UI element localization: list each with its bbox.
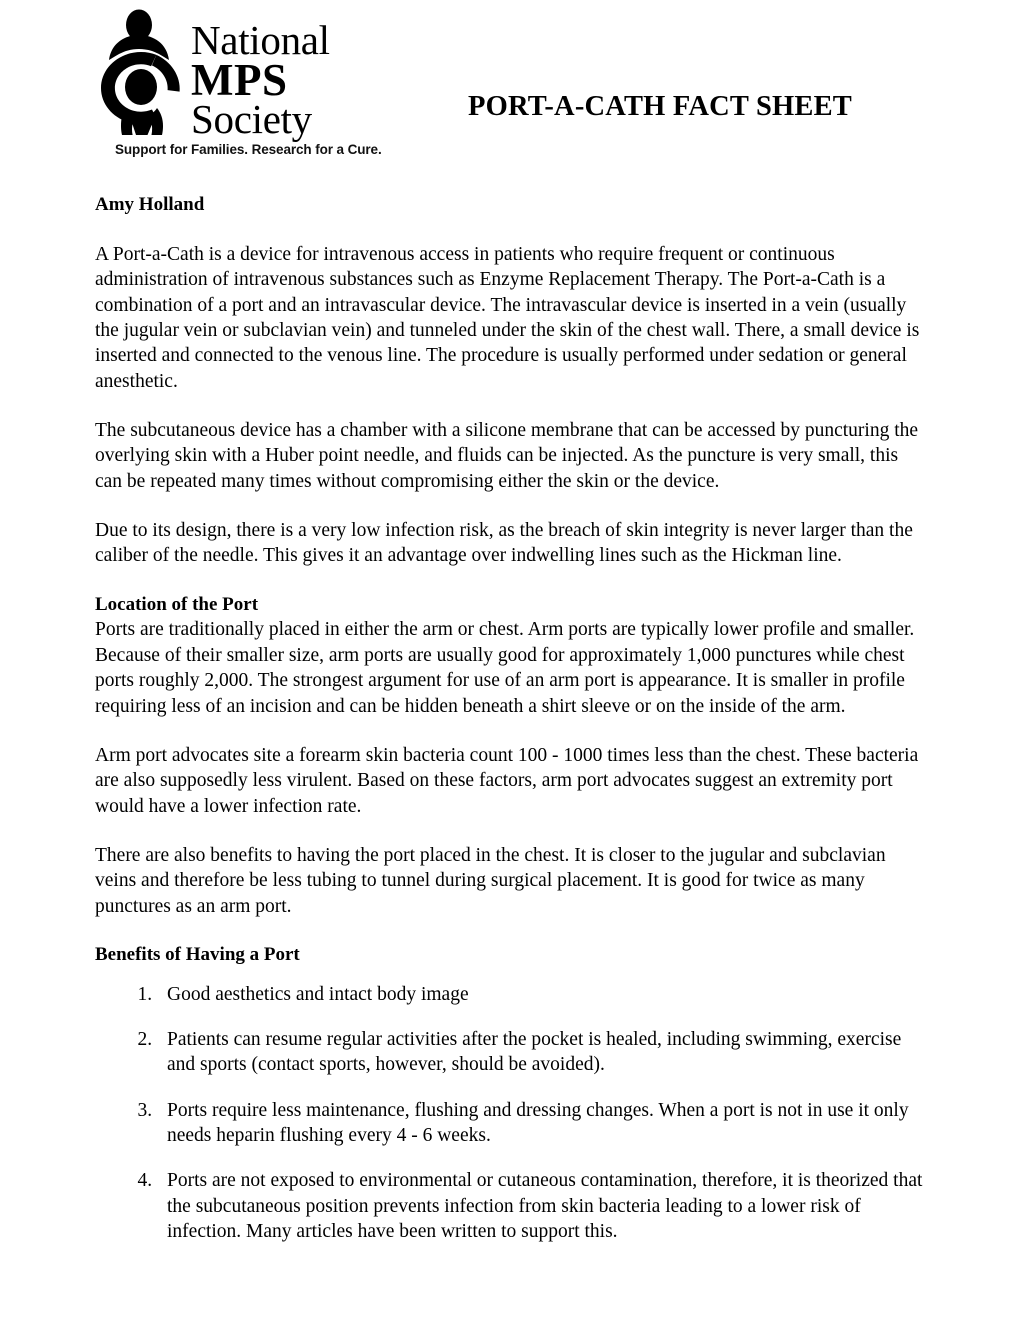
- logo-word-national: National: [191, 17, 330, 63]
- paragraph-infection-risk: Due to its design, there is a very low infection risk, as the breach of skin integrity is never larger than the caliber of the needle. This gives it an advantage over indwelling lines such as the Hickman line.: [95, 520, 913, 567]
- document-body: [95, 180, 925, 1244]
- paragraph-location-3: There are also benefits to having the port placed in the chest. It is closer to the jugular and subclavian veins and therefore be less tubing to tunnel during surgical placement. It is good for twice as many punctures as an arm port.: [95, 844, 886, 917]
- logo-word-mps: MPS: [191, 54, 288, 105]
- paragraph-location-1: Ports are traditionally placed in either the arm or chest. Arm ports are typically lower profile and smaller. Because of their smaller size, arm ports are usually good for approximately 1,000 punctures while chest ports roughly 2,000. The strongest argument for use of an arm port is appearance. It is smaller in profile requiring less of an incision and can be hidden beneath a shirt sleeve or on the inside of the arm.: [95, 619, 915, 717]
- logo-word-society: Society: [191, 96, 312, 143]
- list-item: 2. Patients can resume regular activities after the pocket is healed, including swimming, exercise and sports (contact sports, however, should be avoided).: [157, 1027, 925, 1078]
- organization-logo: [95, 0, 405, 163]
- author-byline: Amy Holland: [95, 194, 205, 215]
- logo-tagline: Support for Families. Research for a Cure.: [115, 141, 382, 157]
- list-item: 4. Ports are not exposed to environmental or cutaneous contamination, therefore, it is theorized that the subcutaneous position prevents infection from skin bacteria leading to a lower risk of infection. Many articles have been written to support this.: [157, 1168, 925, 1244]
- list-item: 3. Ports require less maintenance, flushing and dressing changes. When a port is not in use it only needs heparin flushing every 4 - 6 weeks.: [157, 1098, 925, 1149]
- paragraph-location-2: Arm port advocates site a forearm skin bacteria count 100 - 1000 times less than the chest. These bacteria are also supposedly less virulent. Based on these factors, arm port advocates suggest an extremity port would have a lower infection rate.: [95, 744, 919, 817]
- document-header: [95, 0, 925, 180]
- page-title: PORT-A-CATH FACT SHEET: [468, 91, 852, 123]
- mps-society-figures-icon: [95, 8, 187, 136]
- paragraph-subcutaneous: The subcutaneous device has a chamber with a silicone membrane that can be accessed by puncturing the overlying skin with a Huber point needle, and fluids can be injected. As the puncture is very small, this can be repeated many times without compromising either the skin or the device.: [95, 420, 919, 492]
- section-heading-benefits-of-having-a-port: Benefits of Having a Port: [95, 943, 300, 965]
- paragraph-intro: A Port-a-Cath is a device for intravenous access in patients who require frequent or continuous administration of intravenous substances such as Enzyme Replacement Therapy. The Port-a-Cath is a combination of a port and an intravascular device. The intravascular device is inserted in a vein (usually the jugular vein or subclavian vein) and tunneled under the skin of the chest wall. There, a small device is inserted and connected to the venous line. The procedure is usually performed under sedation or general anesthetic.: [95, 244, 920, 392]
- section-heading-location-of-the-port: Location of the Port: [95, 593, 259, 615]
- benefits-list: [95, 982, 925, 1245]
- logo-wordmark: [191, 8, 330, 143]
- list-item: 1. Good aesthetics and intact body image: [157, 982, 925, 1007]
- logo-row: [95, 8, 405, 143]
